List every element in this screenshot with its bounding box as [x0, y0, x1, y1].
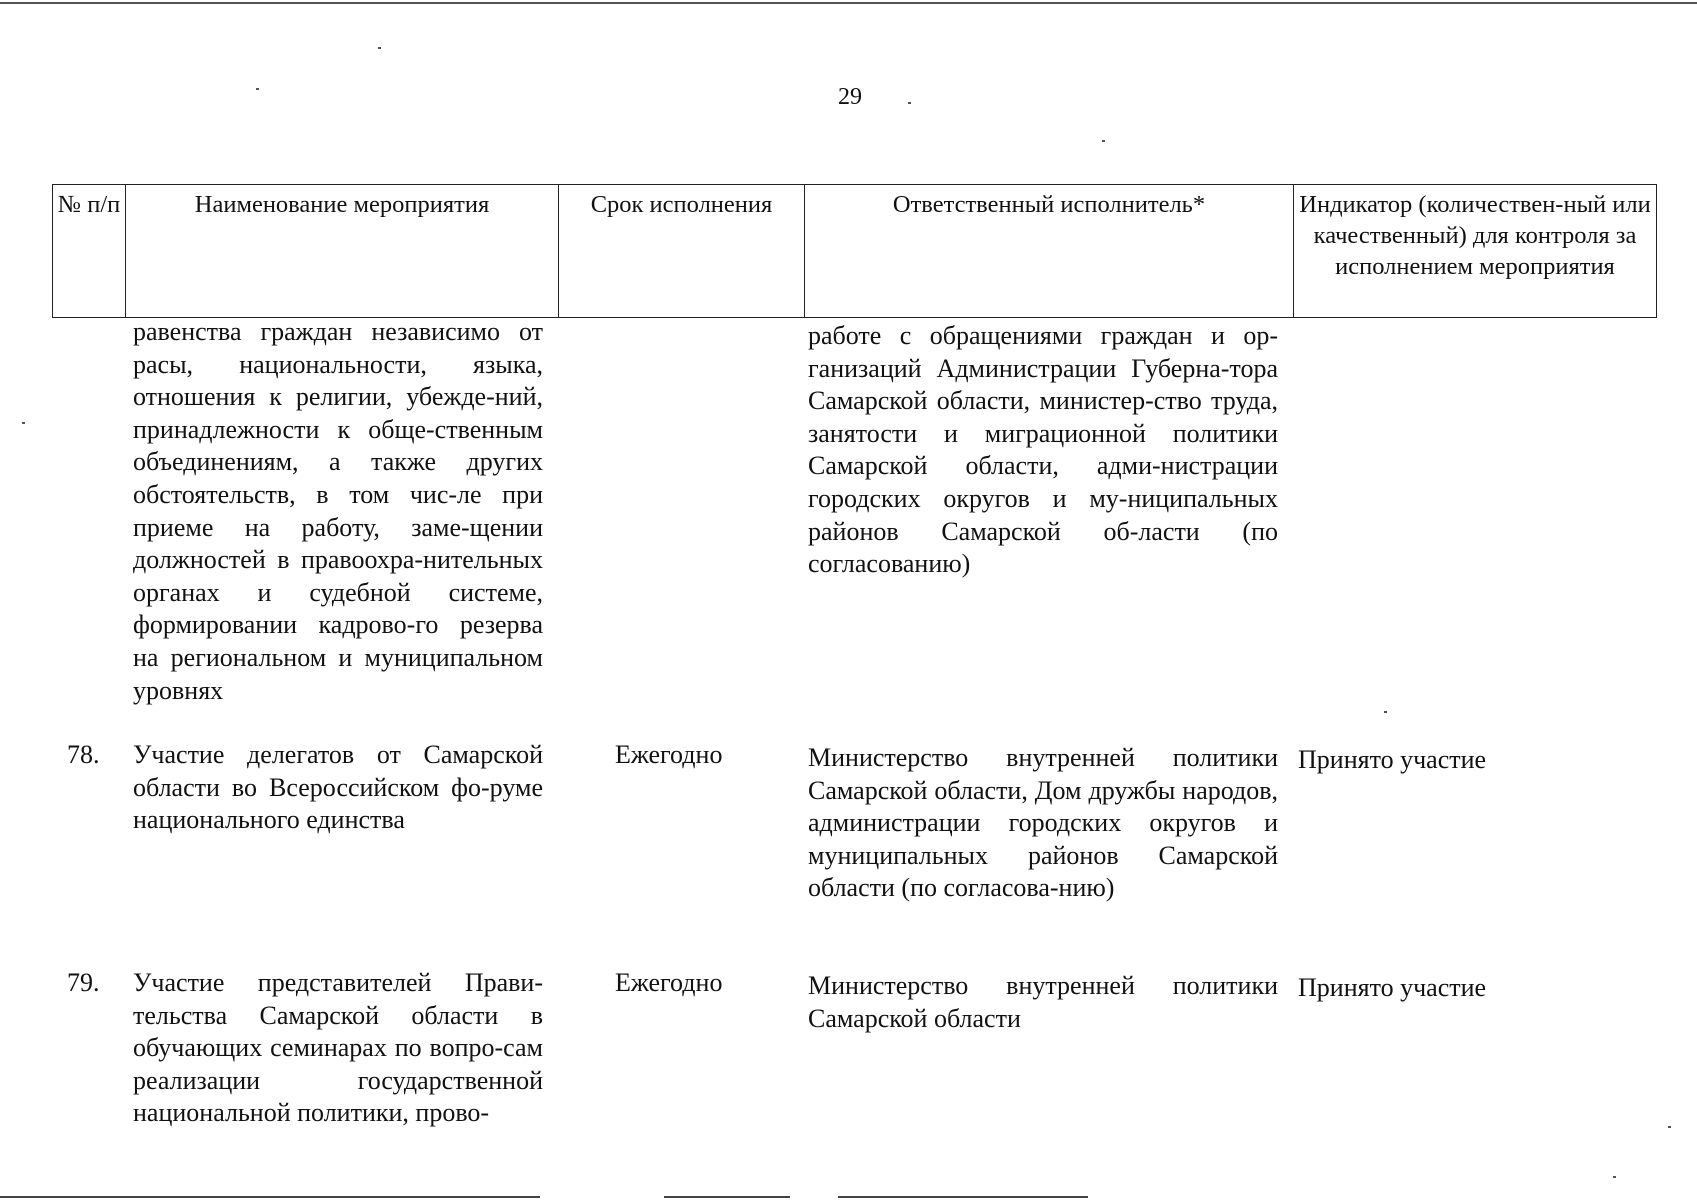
scan-edge-top: [0, 2, 1697, 4]
row-79-term: Ежегодно: [615, 968, 723, 997]
scan-speck: [256, 88, 259, 90]
row-78-responsible: Министерство внутренней политики Самарской области, Дом дружбы народов, администрации городских округов и муниципальных районов Самарской области (по согласова-нию): [808, 743, 1278, 903]
header-col-term: Срок исполнения: [559, 185, 805, 318]
row-78-number: 78.: [67, 740, 100, 769]
row-78-name: Участие делегатов от Самарской области во Всероссийском фо-руме национального единства: [133, 740, 543, 835]
row-continued-responsible: работе с обращениями граждан и ор-ганизаций Администрации Губерна-тора Самарской области, министер-ство труда, занятости и миграционной политики Самарской области, адми-нистрации городских округов и му-ниципальных районов Самарской об-ласти (по согласованию): [808, 321, 1278, 579]
scan-speck: [1102, 140, 1105, 142]
row-78-indicator: Принято участие: [1298, 745, 1487, 774]
row-79-number: 79.: [67, 968, 100, 997]
row-79-name: Участие представителей Прави-тельства Самарской области в обучающих семинарах по вопро-сам реализации государственной национальной политики, прово-: [133, 968, 543, 1128]
scan-edge-bottom-mid: [664, 1196, 790, 1198]
row-79-indicator: Принято участие: [1298, 973, 1487, 1002]
scan-speck: [908, 102, 911, 104]
scan-speck: [1384, 711, 1387, 713]
header-col-responsible: Ответственный исполнитель*: [805, 185, 1294, 318]
scan-speck: [1668, 1126, 1671, 1128]
scan-speck: [22, 422, 25, 424]
header-col-indicator: Индикатор (количествен-ный или качественный) для контроля за исполнением мероприятия: [1294, 185, 1657, 318]
page-number: 29: [838, 84, 862, 110]
row-continued-name: равенства граждан независимо от расы, национальности, языка, отношения к религии, убежде-ний, принадлежности к обще-ственным объединениям, а также других обстоятельств, в том чис-ле при приеме на работу, заме-щении должностей в правоохра-нительных органах и судебной системе, формировании кадрово-го резерва на региональном и муниципальном уровнях: [133, 317, 543, 705]
scan-speck: [378, 47, 381, 49]
scan-speck: [1613, 1176, 1616, 1178]
row-79-responsible: Министерство внутренней политики Самарской области: [808, 971, 1278, 1033]
scan-edge-bottom-right: [838, 1196, 1088, 1198]
header-col-number: № п/п: [53, 185, 126, 318]
table-header: [52, 184, 1657, 318]
row-78-term: Ежегодно: [615, 740, 723, 769]
scan-edge-bottom-left: [0, 1196, 540, 1198]
header-row: [53, 185, 1657, 318]
header-col-name: Наименование мероприятия: [126, 185, 559, 318]
